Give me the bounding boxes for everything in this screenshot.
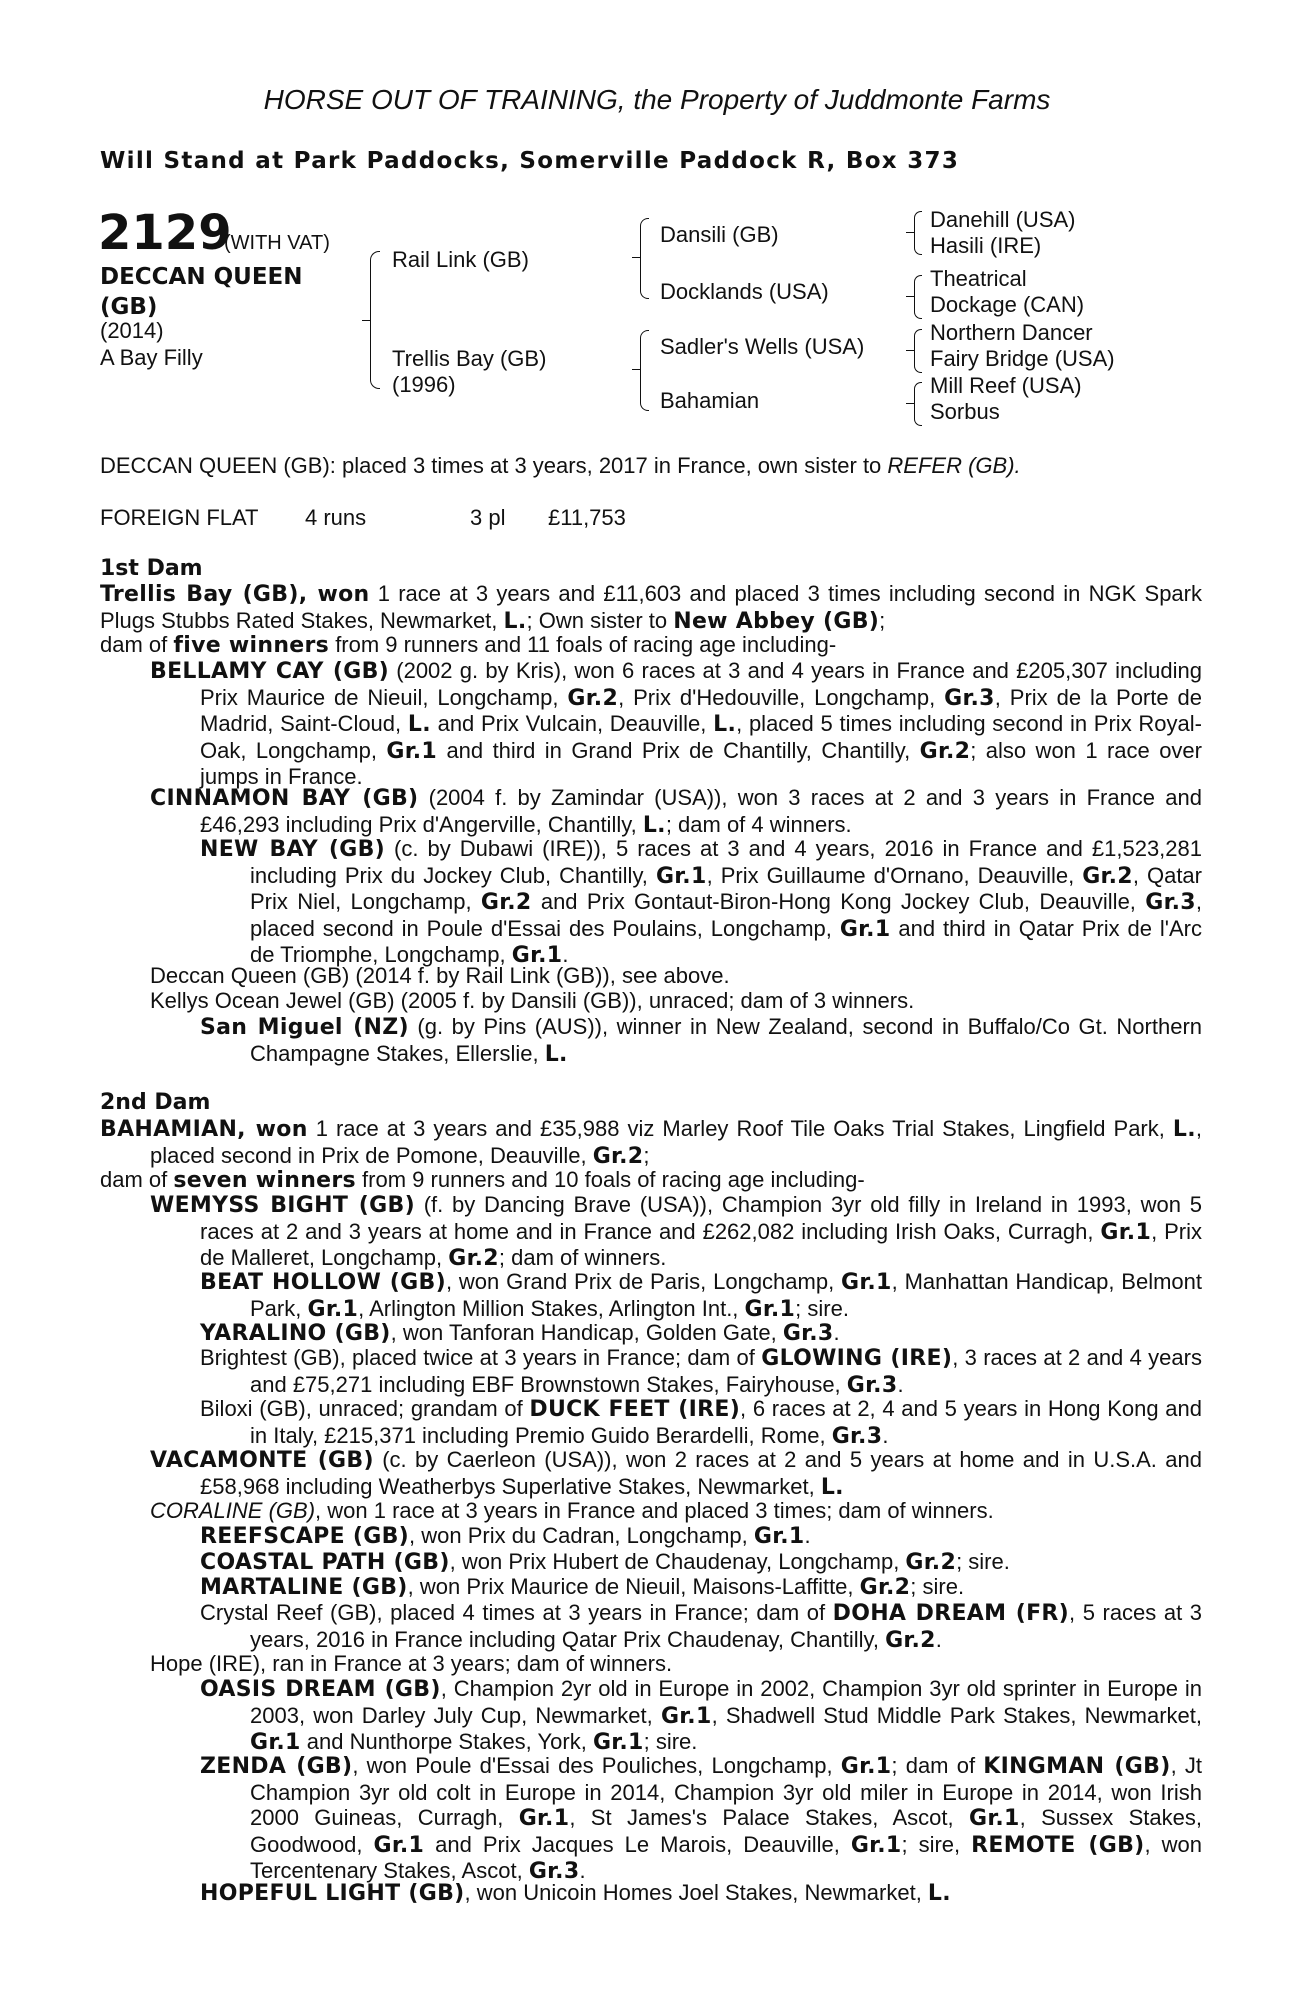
first-dam-heading: 1st Dam (100, 556, 203, 581)
first-dam-text: 1 race at 3 years and £11,603 and placed 3 times including second in NGK Spark Plugs Stubbs Rated Stakes, Newmarket, (100, 581, 1202, 633)
flat-record-label: FOREIGN FLAT (100, 505, 259, 530)
offspring-name: San Miguel (NZ) (200, 1015, 409, 1040)
offspring-name: CORALINE (GB) (150, 1498, 316, 1523)
first-dam-text: ; Own sister to (526, 607, 674, 633)
entry-text: ; (643, 1142, 650, 1168)
pedigree-g2: Hasili (IRE) (930, 233, 1042, 258)
offspring-brightest (200, 1345, 1202, 1398)
grade-badge: Gr.2 (859, 1575, 911, 1600)
grade-badge: Gr.2 (448, 1246, 499, 1271)
pedigree-brace-2-tip (632, 257, 640, 258)
grade-badge: Gr.2 (1082, 863, 1133, 889)
offspring-cinnamon-bay (150, 785, 1202, 838)
entry-text: , won Tercentenary Stakes, Ascot, (250, 1831, 1202, 1883)
entry-text: ; sire, (901, 1831, 972, 1857)
entry-text: , placed 5 times including second in Prix Royal-Oak, Longchamp, (200, 711, 1202, 763)
grade-badge: Gr.2 (919, 738, 971, 764)
offspring-name: BEAT HOLLOW (GB) (200, 1270, 446, 1295)
offspring-biloxi (200, 1396, 1202, 1449)
pedigree-g6: Fairy Bridge (USA) (930, 346, 1115, 371)
grade-badge: Gr.2 (905, 1550, 957, 1575)
pedigree-dam-sire: Sadler's Wells (USA) (660, 334, 865, 359)
entry-text: (2002 g. by Kris), won 6 races at 3 and 4 years in France and £205,307 including Prix Maurice de Nieuil, Longchamp, (200, 658, 1203, 710)
pedigree-brace-5 (914, 275, 922, 319)
offspring-kellys-ocean-jewel: Kellys Ocean Jewel (GB) (2005 f. by Dansili (GB)), unraced; dam of 3 winners. (150, 988, 915, 1013)
entry-text: Biloxi (GB), unraced; grandam of (200, 1396, 530, 1421)
grade-badge: Gr.2 (885, 1627, 936, 1653)
entry-text: ; dam of winners. (498, 1245, 667, 1270)
grade-badge: Gr.3 (782, 1321, 834, 1346)
grade-badge: Gr.1 (655, 863, 707, 889)
entry-text: , 5 races at 3 years, 2016 in France including Qatar Prix Chaudenay, Chantilly, (250, 1600, 1202, 1652)
entry-text: 1 race at 3 years and £35,988 viz Marley Roof Tile Oaks Trial Stakes, Lingfield Park, (307, 1116, 1173, 1141)
entry-text: and Prix Vulcain, Deauville, (430, 711, 714, 736)
offspring-yaralino (200, 1320, 840, 1347)
pedigree-brace-4-tip (906, 232, 914, 233)
entry-text: , won Poule d'Essai des Pouliches, Longchamp, (352, 1753, 841, 1778)
pedigree-brace-3-tip (632, 369, 640, 370)
entry-text: , Qatar Prix Niel, Longchamp, (250, 862, 1202, 914)
grade-badge: Gr.1 (841, 1270, 892, 1295)
entry-text: , Prix Guillaume d'Ornano, Deauville, (706, 862, 1083, 888)
grade-badge: Gr.1 (592, 1730, 644, 1755)
grade-badge: Gr.1 (839, 916, 891, 942)
entry-text: . (804, 1523, 811, 1548)
entry-text: ; dam of (891, 1753, 984, 1778)
pedigree-g8: Sorbus (930, 399, 1000, 424)
lot-number: 2129 (98, 205, 232, 261)
pedigree-brace-4 (914, 211, 922, 255)
offspring-name: MARTALINE (GB) (200, 1575, 408, 1600)
entry-text: ; sire. (956, 1549, 1010, 1574)
entry-text: Crystal Reef (GB), placed 4 times at 3 years in France; dam of (200, 1600, 833, 1625)
entry-text: , Champion 2yr old in Europe in 2002, Champion 3yr old sprinter in Europe in 2003, won Darley July Cup, Newmarket, (250, 1676, 1203, 1728)
offspring-vacamonte (150, 1447, 1202, 1500)
own-sister-name: REFER (GB). (887, 453, 1021, 478)
flat-earnings: £11,753 (548, 505, 626, 530)
entry-text: . (882, 1422, 889, 1448)
second-dam-record (100, 1116, 1202, 1169)
grade-badge: Gr.1 (1100, 1219, 1152, 1245)
first-dam-name: Trellis Bay (GB), won (100, 582, 370, 607)
entry-text: , placed second in Poule d'Essai des Poulains, Longchamp, (250, 889, 1202, 941)
pedigree-brace-7 (914, 382, 922, 426)
pedigree-brace-3 (640, 330, 649, 411)
pedigree-sire: Rail Link (GB) (392, 247, 529, 272)
pedigree-g1: Danehill (USA) (930, 207, 1076, 232)
grade-badge: Gr.1 (850, 1832, 902, 1858)
produce-text: dam of (100, 632, 174, 657)
entry-text: ; sire. (643, 1729, 698, 1754)
grade-badge: L. (642, 812, 666, 838)
offspring-name: OASIS DREAM (GB) (200, 1677, 441, 1702)
first-dam-produce (100, 632, 836, 659)
entry-text: and third in Qatar Prix de l'Arc de Triomphe, Longchamp, (250, 915, 1202, 967)
entry-text: ; dam of 4 winners. (665, 811, 852, 837)
grade-badge: Gr.3 (1145, 890, 1196, 915)
second-dam-name: BAHAMIAN, won (100, 1117, 308, 1142)
grade-badge: Gr.1 (373, 1832, 425, 1858)
entry-text: (c. by Dubawi (IRE)), 5 races at 3 and 4 years, 2016 in France and £1,523,281 including Prix du Jockey Club, Chantilly, (250, 836, 1203, 888)
entry-text: , 6 races at 2, 4 and 5 years in Hong Kong and in Italy, £215,371 including Premio Guido Berardelli, Rome, (250, 1396, 1202, 1448)
entry-text: , won Tanforan Handicap, Golden Gate, (390, 1320, 783, 1345)
grade-badge: Gr.1 (968, 1806, 1020, 1831)
pedigree-dam-year: (1996) (392, 372, 456, 397)
first-dam-record (100, 581, 1202, 634)
grade-badge: L. (407, 712, 431, 737)
grade-badge: Gr.3 (944, 685, 995, 711)
offspring-name: VACAMONTE (GB) (150, 1448, 374, 1473)
entry-text: , won Unicoin Homes Joel Stakes, Newmarket, (464, 1880, 928, 1905)
entry-text: (g. by Pins (AUS)), winner in New Zealand, second in Buffalo/Co Gt. Northern Champagne Stakes, Ellerslie, (250, 1014, 1203, 1066)
horse-name (100, 262, 303, 322)
grade-badge: Gr.3 (846, 1372, 898, 1398)
offspring-name: DUCK FEET (IRE) (529, 1397, 741, 1422)
offspring-zenda (200, 1753, 1202, 1885)
offspring-coastal-path (200, 1549, 1010, 1576)
pedigree-brace-1-tip (362, 320, 370, 321)
entry-text: , won Grand Prix de Paris, Longchamp, (445, 1269, 842, 1294)
grade-badge: Gr.1 (840, 1754, 892, 1779)
flat-runs: 4 runs (305, 505, 367, 530)
offspring-bellamy-cay (150, 658, 1202, 790)
pedigree-brace-5-tip (906, 296, 914, 297)
race-summary (100, 453, 1021, 479)
offspring-name: YARALINO (GB) (200, 1321, 391, 1346)
offspring-crystal-reef (200, 1600, 1202, 1653)
grade-badge: Gr.2 (592, 1143, 644, 1169)
flat-placed: 3 pl (470, 505, 506, 530)
offspring-san-miguel (200, 1014, 1202, 1067)
pedigree-brace-2 (640, 218, 649, 299)
entry-text: (f. by Dancing Brave (USA)), Champion 3yr old filly in Ireland in 1993, won 5 races at 2 and 3 years at home and in France and £262,082 including Irish Oaks, Curragh, (200, 1192, 1202, 1244)
second-dam-heading: 2nd Dam (100, 1090, 211, 1115)
winners-count: five winners (173, 633, 330, 658)
grade-badge: Gr.1 (744, 1296, 796, 1322)
sister-name: New Abbey (GB) (673, 608, 880, 634)
entry-text: , Prix d'Hedouville, Longchamp, (618, 684, 945, 710)
offspring-martaline (200, 1574, 964, 1601)
entry-text: , Sussex Stakes, Goodwood, (250, 1805, 1202, 1857)
horse-description: A Bay Filly (100, 345, 203, 370)
offspring-name: DOHA DREAM (FR) (832, 1601, 1070, 1626)
entry-text: , Prix de la Porte de Madrid, Saint-Cloud, (200, 684, 1202, 736)
entry-text: , won Prix Maurice de Nieuil, Maisons-Laffitte, (407, 1574, 860, 1599)
entry-text: ; sire. (795, 1295, 849, 1321)
offspring-name: NEW BAY (GB) (200, 837, 386, 862)
pedigree-dam-dam: Bahamian (660, 388, 760, 413)
offspring-name: BELLAMY CAY (GB) (150, 659, 390, 684)
offspring-new-bay (200, 836, 1202, 969)
pedigree-g7: Mill Reef (USA) (930, 373, 1082, 398)
grade-badge: Gr.1 (250, 1730, 301, 1755)
entry-text: and Nunthorpe Stakes, York, (300, 1729, 593, 1754)
entry-text: , 3 races at 2 and 4 years and £75,271 including EBF Brownstown Stakes, Fairyhouse, (250, 1345, 1202, 1397)
offspring-name: REEFSCAPE (GB) (200, 1524, 409, 1549)
pedigree-brace-6 (914, 329, 922, 373)
entry-text: . (579, 1858, 586, 1883)
grade-badge: Gr.1 (660, 1703, 712, 1729)
grade-badge: Gr.1 (307, 1296, 359, 1322)
entry-text: , St James's Palace Stakes, Ascot, (569, 1805, 969, 1830)
offspring-name: WEMYSS BIGHT (GB) (150, 1193, 415, 1218)
entry-text: (2004 f. by Zamindar (USA)), won 3 races at 2 and 3 years in France and £46,293 including Prix d'Angerville, Chantilly, (200, 785, 1202, 837)
pedigree-brace-7-tip (906, 403, 914, 404)
pedigree-g4: Dockage (CAN) (930, 292, 1085, 317)
grade-badge: Gr.3 (831, 1423, 883, 1449)
entry-text: ; also won 1 race over jumps in France. (200, 737, 1202, 789)
offspring-name: REMOTE (GB) (971, 1832, 1145, 1858)
horse-name-line1: DECCAN QUEEN (100, 264, 303, 290)
grade-badge: L. (544, 1041, 568, 1067)
offspring-beat-hollow (200, 1269, 1202, 1322)
race-summary-text: DECCAN QUEEN (GB): placed 3 times at 3 years, 2017 in France, own sister to (100, 453, 888, 478)
entry-text: and Prix Gontaut-Biron-Hong Kong Jockey Club, Deauville, (531, 889, 1146, 914)
entry-text: , won Prix Hubert de Chaudenay, Longchamp, (449, 1549, 906, 1574)
grade-badge: L. (927, 1881, 951, 1906)
offspring-name: GLOWING (IRE) (761, 1346, 953, 1371)
grade-badge: Gr.2 (567, 685, 619, 711)
pedigree-g5: Northern Dancer (930, 320, 1093, 345)
entry-text: , Jt Champion 3yr old colt in Europe in 2014, Champion 3yr old miler in Europe in 2014, won Irish 2000 Guineas, Curragh, (250, 1753, 1202, 1830)
page-title: HORSE OUT OF TRAINING, the Property of Juddmonte Farms (263, 84, 1051, 115)
vat-note: (WITH VAT) (224, 232, 330, 254)
offspring-deccan-queen: Deccan Queen (GB) (2014 f. by Rail Link (GB)), see above. (150, 963, 730, 988)
grade-badge: Gr.1 (518, 1806, 570, 1831)
grade-badge: L. (1172, 1117, 1196, 1142)
winners-count: seven winners (173, 1168, 356, 1193)
entry-text: . (935, 1626, 942, 1652)
offspring-name: HOPEFUL LIGHT (GB) (200, 1881, 465, 1906)
entry-text: . (897, 1371, 904, 1397)
grade-badge: Gr.3 (528, 1859, 580, 1884)
entry-text: , won Prix du Cadran, Longchamp, (409, 1523, 754, 1548)
grade-badge: L. (820, 1474, 844, 1500)
horse-name-line2: (GB) (100, 294, 158, 320)
pedigree-sire-dam: Docklands (USA) (660, 279, 829, 304)
offspring-hope: Hope (IRE), ran in France at 3 years; dam of winners. (150, 1651, 673, 1676)
offspring-coraline (150, 1498, 994, 1524)
entry-text: and third in Grand Prix de Chantilly, Chantilly, (437, 737, 920, 763)
offspring-reefscape (200, 1523, 811, 1550)
produce-text: from 9 runners and 11 foals of racing age including- (329, 632, 837, 657)
entry-text: . (562, 942, 569, 967)
entry-text: , Shadwell Stud Middle Park Stakes, Newmarket, (711, 1702, 1202, 1728)
grade-badge: L. (503, 608, 527, 634)
grade-badge: Gr.1 (511, 943, 563, 968)
entry-text: and Prix Jacques Le Marois, Deauville, (424, 1831, 851, 1857)
grade-badge: Gr.1 (386, 738, 438, 764)
entry-text: , Manhattan Handicap, Belmont Park, (250, 1269, 1202, 1321)
offspring-name: KINGMAN (GB) (983, 1754, 1171, 1779)
pedigree-brace-6-tip (906, 350, 914, 351)
entry-text: Brightest (GB), placed twice at 3 years in France; dam of (200, 1345, 762, 1370)
entry-text: , Arlington Million Stakes, Arlington Int., (358, 1295, 745, 1321)
stand-location: Will Stand at Park Paddocks, Somerville Paddock R, Box 373 (100, 148, 960, 174)
pedigree-sire-sire: Dansili (GB) (660, 222, 779, 247)
offspring-wemyss-bight (150, 1192, 1202, 1272)
produce-text: dam of (100, 1167, 174, 1192)
grade-badge: Gr.1 (753, 1524, 805, 1549)
entry-text: . (833, 1320, 840, 1345)
first-dam-text: ; (879, 607, 886, 633)
offspring-hopeful-light (200, 1880, 951, 1907)
entry-text: (c. by Caerleon (USA)), won 2 races at 2 and 5 years at home and in U.S.A. and £58,968 including Weatherbys Superlative Stakes, Newmarket, (200, 1447, 1202, 1499)
pedigree-dam: Trellis Bay (GB) (392, 346, 547, 371)
horse-year: (2014) (100, 318, 164, 343)
pedigree-g3: Theatrical (930, 266, 1027, 291)
pedigree-brace-1 (370, 251, 380, 389)
grade-badge: Gr.2 (480, 890, 532, 915)
entry-text: ; sire. (910, 1574, 965, 1599)
second-dam-produce (100, 1167, 865, 1194)
entry-text: , placed second in Prix de Pomone, Deauville, (150, 1116, 1202, 1168)
produce-text: from 9 runners and 10 foals of racing age including- (355, 1167, 865, 1192)
offspring-oasis-dream (200, 1676, 1202, 1756)
offspring-name: ZENDA (GB) (200, 1754, 353, 1779)
offspring-name: CINNAMON BAY (GB) (150, 786, 419, 811)
offspring-name: COASTAL PATH (GB) (200, 1550, 450, 1575)
grade-badge: L. (713, 712, 737, 737)
entry-text: , Prix de Malleret, Longchamp, (200, 1218, 1202, 1270)
entry-text: , won 1 race at 3 years in France and placed 3 times; dam of winners. (315, 1498, 994, 1523)
